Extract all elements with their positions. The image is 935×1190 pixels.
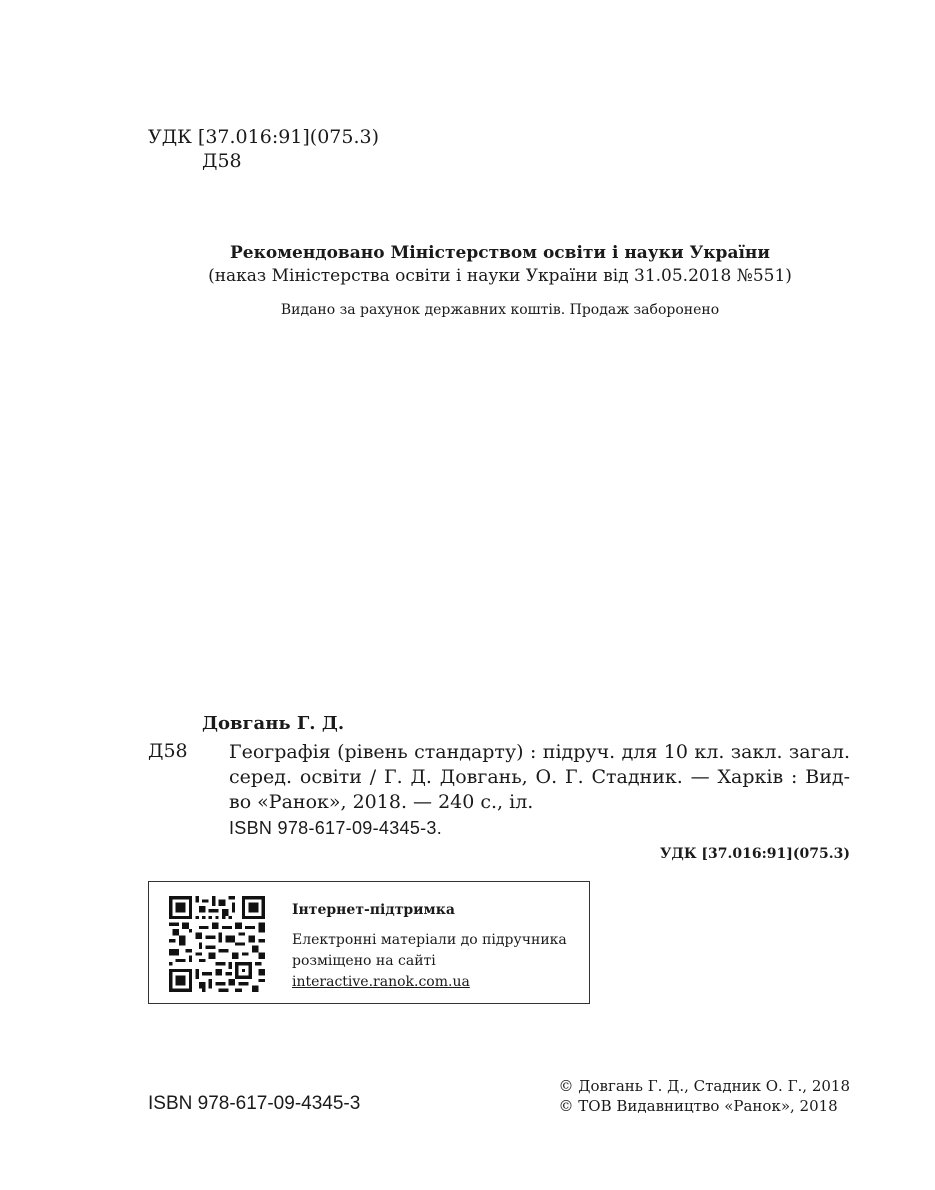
copyright-publisher: © ТОВ Видавництво «Ранок», 2018 — [558, 1097, 838, 1115]
distribution-note: Видано за рахунок державних коштів. Продаж заборонено — [280, 302, 720, 318]
support-description — [292, 930, 567, 993]
copyright-authors: © Довгань Г. Д., Стадник О. Г., 2018 — [558, 1077, 850, 1095]
qr-code-icon — [169, 896, 265, 992]
recommendation-title: Рекомендовано Міністерством освіти і науки України — [230, 243, 770, 263]
support-title: Інтернет-підтримка — [292, 902, 455, 918]
support-line-1: Електронні матеріали до підручника — [292, 932, 567, 948]
support-website-link[interactable]: interactive.ranok.com.ua — [292, 974, 470, 990]
recommendation-order: (наказ Міністерства освіти і науки України від 31.05.2018 №551) — [208, 266, 792, 286]
udk-header: УДК [37.016:91](075.3) — [148, 126, 380, 148]
bibliography-isbn: ISBN 978-617-09-4345-3. — [229, 818, 443, 838]
support-line-2: розміщено на сайті — [292, 953, 436, 969]
bibliography-description: Географія (рівень стандарту) : підруч. для 10 кл. закл. загал. серед. освіти / Г. Д. Довгань, О. Г. Стадник. — Харків : Вид-во «Ранок», 2018. — 240 с., іл. — [229, 741, 850, 813]
isbn-footer: ISBN 978-617-09-4345-3 — [148, 1093, 361, 1114]
copyright-block — [559, 1076, 850, 1116]
bibliography-udk: УДК [37.016:91](075.3) — [660, 846, 850, 862]
bibliography-author: Довгань Г. Д. — [202, 713, 345, 734]
bibliography-code: Д58 — [148, 740, 188, 762]
internet-support-box — [148, 881, 590, 1004]
author-code: Д58 — [202, 150, 242, 172]
